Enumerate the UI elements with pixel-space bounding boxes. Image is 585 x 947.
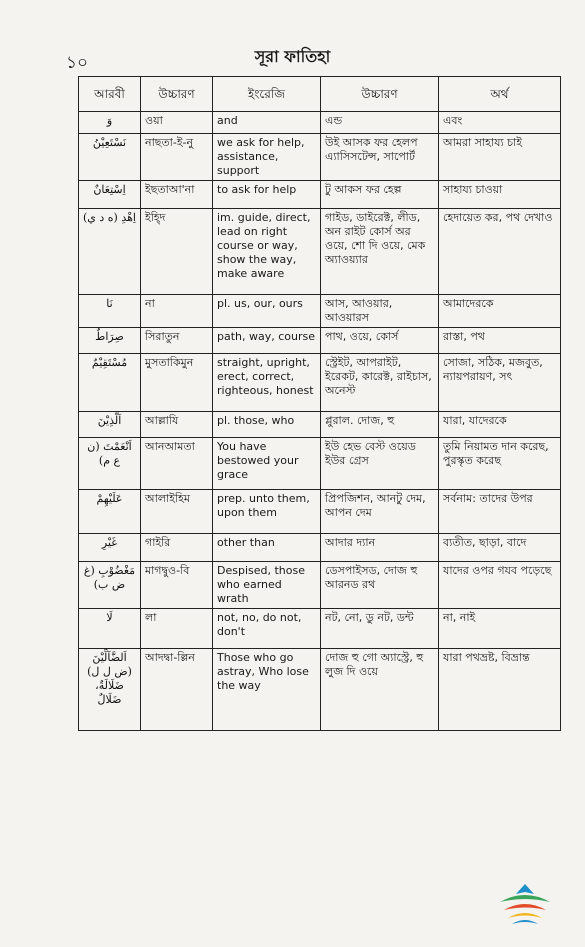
cell-english: to ask for help xyxy=(213,181,321,209)
cell-english: and xyxy=(213,112,321,134)
cell-meaning: এবং xyxy=(439,112,561,134)
table-row xyxy=(79,534,561,562)
cell-english: other than xyxy=(213,534,321,562)
cell-english-pronunciation: এন্ড xyxy=(321,112,439,134)
cell-meaning: না, নাই xyxy=(439,609,561,649)
table-row xyxy=(79,112,561,134)
cell-pronunciation: আলাইহিম xyxy=(141,490,213,534)
cell-meaning: সর্বনাম: তাদের উপর xyxy=(439,490,561,534)
cell-arabic: مَغْضُوْبِ (غ ض ب) xyxy=(79,562,141,609)
cell-english: Despised, those who earned wrath xyxy=(213,562,321,609)
cell-english-pronunciation: ইউ হেভ বেস্ট ওয়েড ইউর গ্রেস xyxy=(321,438,439,490)
vocabulary-table xyxy=(78,76,561,731)
column-header-arabic: আরবী xyxy=(79,77,141,112)
table-row xyxy=(79,562,561,609)
cell-meaning: যারা পথভ্রষ্ট, বিভ্রান্ত xyxy=(439,649,561,731)
cell-pronunciation: আদদ্বা-ল্লিন xyxy=(141,649,213,731)
cell-english: not, no, do not, don't xyxy=(213,609,321,649)
cell-english-pronunciation: ডেসপাইসড, দোজ হু আরনড রথ xyxy=(321,562,439,609)
cell-arabic: غَيْرِ xyxy=(79,534,141,562)
cell-pronunciation: ইহ্দি xyxy=(141,209,213,295)
cell-arabic: اِسْتِعَانٌ xyxy=(79,181,141,209)
cell-english-pronunciation: স্ট্রেইট, আপরাইট, ইরেকট, কারেক্ট, রাইচাস, অনেস্ট xyxy=(321,354,439,412)
table-row xyxy=(79,354,561,412)
cell-english-pronunciation: আস, আওয়ার, আওয়ারস xyxy=(321,295,439,328)
cell-pronunciation: লা xyxy=(141,609,213,649)
cell-english-pronunciation: প্লুরাল. দোজ, হু xyxy=(321,412,439,438)
cell-english: pl. those, who xyxy=(213,412,321,438)
cell-english: path, way, course xyxy=(213,328,321,354)
column-header-meaning: অর্থ xyxy=(439,77,561,112)
page-number: ১০ xyxy=(66,53,89,73)
table-row xyxy=(79,649,561,731)
table-row xyxy=(79,438,561,490)
cell-arabic: اَلَّذِيْنَ xyxy=(79,412,141,438)
cell-arabic: لَا xyxy=(79,609,141,649)
cell-arabic: اَنْعَمْتَ (ن ع م) xyxy=(79,438,141,490)
cell-english-pronunciation: পাথ, ওয়ে, কোর্স xyxy=(321,328,439,354)
cell-english-pronunciation: আদার দ্যান xyxy=(321,534,439,562)
cell-english: we ask for help, assistance, support xyxy=(213,134,321,181)
cell-meaning: আমরা সাহায্য চাই xyxy=(439,134,561,181)
cell-pronunciation: নাছতা-ই-নু xyxy=(141,134,213,181)
cell-english-pronunciation: দোজ হু গো অ্যাস্ট্রে, হু লুজ দি ওয়ে xyxy=(321,649,439,731)
table-row xyxy=(79,609,561,649)
cell-arabic: وَ xyxy=(79,112,141,134)
table-row xyxy=(79,412,561,438)
cell-pronunciation: মুসতাকিমুন xyxy=(141,354,213,412)
cell-arabic: صِرَاطٌ xyxy=(79,328,141,354)
cell-pronunciation: আল্লাযি xyxy=(141,412,213,438)
cell-meaning: যাদের ওপর গযব পড়েছে xyxy=(439,562,561,609)
cell-arabic: اَلضَّآلِّيْنَ (ض ل ل) ضَلَالَةٌ، ضَلَالٌ xyxy=(79,649,141,731)
cell-meaning: যারা, যাদেরকে xyxy=(439,412,561,438)
cell-meaning: সাহায্য চাওয়া xyxy=(439,181,561,209)
table-header-row xyxy=(79,77,561,112)
page-title: সূরা ফাতিহা xyxy=(254,47,331,66)
cell-english: You have bestowed your grace xyxy=(213,438,321,490)
column-header-english-pronunciation: উচ্চারণ xyxy=(321,77,439,112)
cell-english-pronunciation: উই আসক ফর হেলপ এ্যাসিসটেন্স, সাপোর্ট xyxy=(321,134,439,181)
table-row xyxy=(79,490,561,534)
cell-pronunciation: ইছতাআ'না xyxy=(141,181,213,209)
cell-pronunciation: মাগদ্বুও-বি xyxy=(141,562,213,609)
table-row xyxy=(79,209,561,295)
cell-pronunciation: সিরাতুন xyxy=(141,328,213,354)
cell-meaning: হেদায়েত কর, পথ দেখাও xyxy=(439,209,561,295)
cell-arabic: مُسْتَقِيْمٌ xyxy=(79,354,141,412)
publisher-logo-icon xyxy=(494,880,556,926)
cell-meaning: রাস্তা, পথ xyxy=(439,328,561,354)
cell-pronunciation: ওয়া xyxy=(141,112,213,134)
cell-english: im. guide, direct, lead on right course or way, show the way, make aware xyxy=(213,209,321,295)
cell-english: prep. unto them, upon them xyxy=(213,490,321,534)
table-row xyxy=(79,181,561,209)
cell-arabic: عَلَيْهِمْ xyxy=(79,490,141,534)
cell-english: straight, upright, erect, correct, righteous, honest xyxy=(213,354,321,412)
cell-meaning: আমাদেরকে xyxy=(439,295,561,328)
cell-english-pronunciation: প্রিপজিশন, আনটু দেম, আপন দেম xyxy=(321,490,439,534)
cell-english-pronunciation: গাইড, ডাইরেক্ট, লীড, অন রাইট কোর্স অর ওয়ে, শো দি ওয়ে, মেক অ্যাওয়্যার xyxy=(321,209,439,295)
cell-arabic: نَا xyxy=(79,295,141,328)
cell-pronunciation: আনআমতা xyxy=(141,438,213,490)
column-header-english: ইংরেজি xyxy=(213,77,321,112)
cell-arabic: اِهْدِ (ه د ي) xyxy=(79,209,141,295)
cell-english: Those who go astray, Who lose the way xyxy=(213,649,321,731)
cell-english: pl. us, our, ours xyxy=(213,295,321,328)
cell-arabic: نَسْتَعِيْنُ xyxy=(79,134,141,181)
cell-pronunciation: না xyxy=(141,295,213,328)
cell-meaning: ব্যতীত, ছাড়া, বাদে xyxy=(439,534,561,562)
cell-pronunciation: গাইরি xyxy=(141,534,213,562)
table-row xyxy=(79,295,561,328)
table-row xyxy=(79,328,561,354)
cell-meaning: তুমি নিয়ামত দান করেছ, পুরস্কৃত করেছ xyxy=(439,438,561,490)
cell-english-pronunciation: নট, নো, ডু নট, ডন্ট xyxy=(321,609,439,649)
cell-meaning: সোজা, সঠিক, মজবুত, ন্যায়পরায়ণ, সৎ xyxy=(439,354,561,412)
table-row xyxy=(79,134,561,181)
cell-english-pronunciation: টু আকস ফর হেল্প xyxy=(321,181,439,209)
column-header-pronunciation: উচ্চারণ xyxy=(141,77,213,112)
